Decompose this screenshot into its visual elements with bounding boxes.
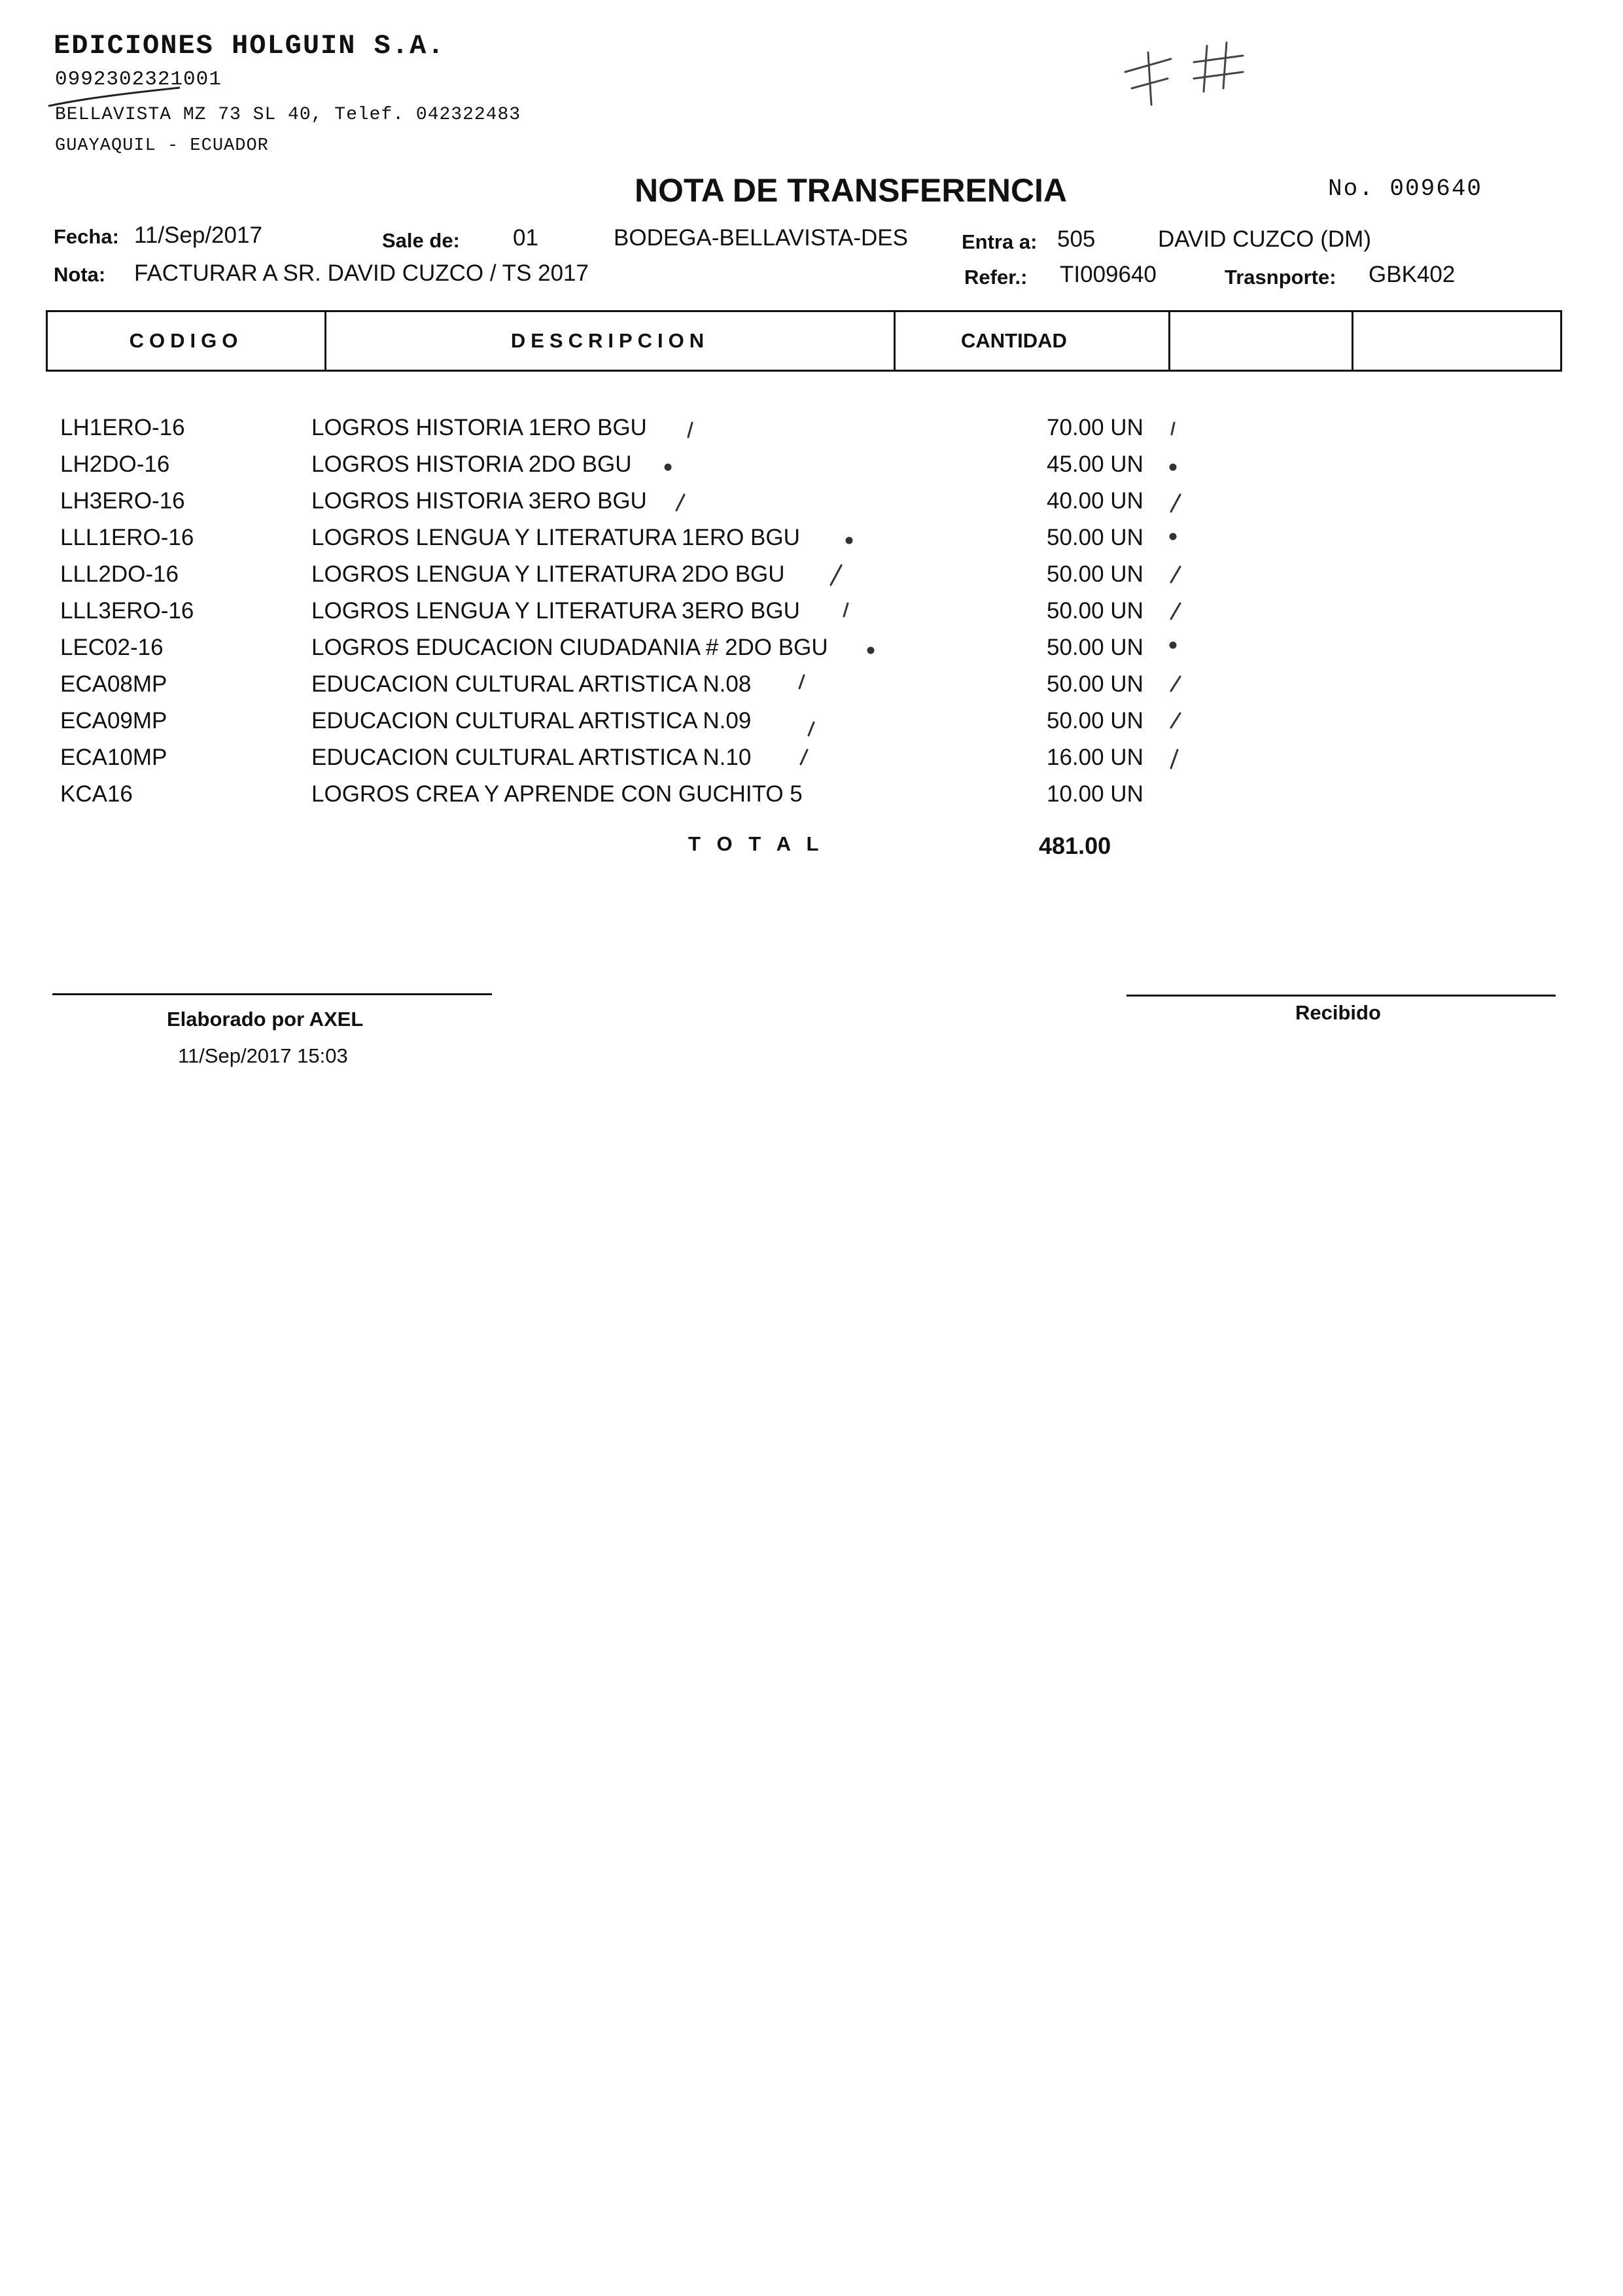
- handwritten-check-marks: [0, 0, 1623, 824]
- item-quantity: 50.00 UN: [1047, 635, 1143, 660]
- item-code: LLL2DO-16: [60, 561, 179, 587]
- transporte-value: GBK402: [1369, 262, 1456, 287]
- item-code: LLL3ERO-16: [60, 598, 194, 624]
- signature-line-recibido: [1126, 995, 1556, 997]
- elaborado-fecha: 11/Sep/2017 15:03: [178, 1044, 348, 1067]
- item-code: ECA08MP: [60, 671, 167, 697]
- item-code: LH2DO-16: [60, 451, 170, 477]
- item-code: LH1ERO-16: [60, 415, 185, 440]
- elaborado-por: Elaborado por AXEL: [167, 1008, 364, 1031]
- item-description: LOGROS HISTORIA 3ERO BGU: [311, 488, 647, 514]
- item-description: LOGROS EDUCACION CIUDADANIA # 2DO BGU: [311, 635, 828, 660]
- item-code: LEC02-16: [60, 635, 164, 660]
- item-description: EDUCACION CULTURAL ARTISTICA N.10: [311, 745, 752, 770]
- fecha-value: 11/Sep/2017: [134, 222, 262, 248]
- document-number: No. 009640: [1328, 175, 1483, 202]
- entra-a-code: 505: [1057, 226, 1096, 252]
- item-quantity: 50.00 UN: [1047, 525, 1143, 550]
- sale-de-label: Sale de:: [382, 229, 460, 252]
- transporte-label: Trasnporte:: [1225, 266, 1336, 289]
- item-description: LOGROS HISTORIA 2DO BGU: [311, 451, 632, 477]
- nota-value: FACTURAR A SR. DAVID CUZCO / TS 2017: [134, 260, 589, 286]
- column-header-codigo: CODIGO: [48, 312, 326, 370]
- entra-a-name: DAVID CUZCO (DM): [1158, 226, 1371, 252]
- item-quantity: 40.00 UN: [1047, 488, 1143, 514]
- refer-value: TI009640: [1060, 262, 1157, 287]
- item-quantity: 16.00 UN: [1047, 745, 1143, 770]
- entra-a-label: Entra a:: [962, 230, 1038, 253]
- nota-label: Nota:: [54, 263, 106, 286]
- company-ruc: 0992302321001: [55, 68, 222, 91]
- item-quantity: 70.00 UN: [1047, 415, 1143, 440]
- item-quantity: 10.00 UN: [1047, 781, 1143, 807]
- refer-label: Refer.:: [964, 266, 1028, 289]
- item-quantity: 50.00 UN: [1047, 598, 1143, 624]
- fecha-label: Fecha:: [54, 225, 119, 248]
- sale-de-name: BODEGA-BELLAVISTA-DES: [614, 225, 908, 251]
- item-description: LOGROS LENGUA Y LITERATURA 3ERO BGU: [311, 598, 800, 624]
- item-quantity: 45.00 UN: [1047, 451, 1143, 477]
- item-description: LOGROS LENGUA Y LITERATURA 1ERO BGU: [311, 525, 800, 550]
- item-quantity: 50.00 UN: [1047, 671, 1143, 697]
- item-code: ECA10MP: [60, 745, 167, 770]
- item-quantity: 50.00 UN: [1047, 561, 1143, 587]
- sale-de-code: 01: [513, 225, 538, 251]
- document-title: NOTA DE TRANSFERENCIA: [634, 172, 1068, 209]
- signature-line-elaborado: [52, 993, 492, 995]
- company-city: GUAYAQUIL - ECUADOR: [55, 136, 269, 156]
- column-header-cantidad: CANTIDAD: [896, 312, 1170, 370]
- item-code: KCA16: [60, 781, 133, 807]
- item-description: LOGROS LENGUA Y LITERATURA 2DO BGU: [311, 561, 785, 587]
- column-header-descripcion: DESCRIPCION: [326, 312, 896, 370]
- recibido-label: Recibido: [1295, 1001, 1381, 1024]
- item-description: LOGROS HISTORIA 1ERO BGU: [311, 415, 647, 440]
- item-description: EDUCACION CULTURAL ARTISTICA N.08: [311, 671, 752, 697]
- company-name: EDICIONES HOLGUIN S.A.: [54, 30, 445, 62]
- item-code: LH3ERO-16: [60, 488, 185, 514]
- item-code: LLL1ERO-16: [60, 525, 194, 550]
- total-value: 481.00: [1039, 832, 1111, 859]
- item-quantity: 50.00 UN: [1047, 708, 1143, 733]
- item-description: LOGROS CREA Y APRENDE CON GUCHITO 5: [311, 781, 803, 807]
- total-label: T O T A L: [688, 832, 824, 855]
- item-description: EDUCACION CULTURAL ARTISTICA N.09: [311, 708, 752, 733]
- company-address: BELLAVISTA MZ 73 SL 40, Telef. 042322483: [55, 105, 521, 125]
- item-code: ECA09MP: [60, 708, 167, 733]
